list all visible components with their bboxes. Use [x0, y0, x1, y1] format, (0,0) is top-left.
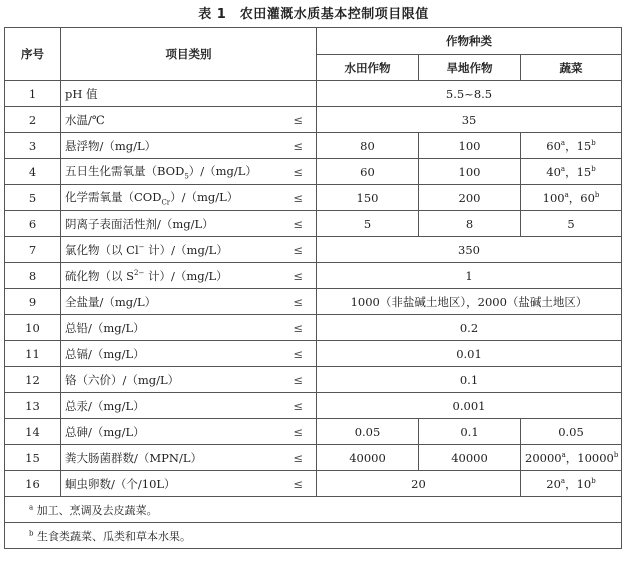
row-item: 化学需氧量$(COD_{Cr})/(mg/L)$	[61, 185, 281, 211]
row-value: 35	[317, 107, 622, 133]
row-number: 12	[5, 367, 61, 393]
row-number: 14	[5, 419, 61, 445]
row-value: 1	[317, 263, 622, 289]
le-sign: ≤	[281, 445, 317, 471]
row-item: 蛔虫卵数/（个/10L）	[61, 471, 281, 497]
paddy-dry-value: 20	[317, 471, 521, 497]
table-row	[5, 471, 622, 497]
table-row	[5, 263, 622, 289]
row-number: 2	[5, 107, 61, 133]
row-number: 3	[5, 133, 61, 159]
le-sign: ≤	[281, 107, 317, 133]
table-row	[5, 341, 622, 367]
table-row	[5, 315, 622, 341]
row-number: 8	[5, 263, 61, 289]
row-number: 16	[5, 471, 61, 497]
paddy-value: 80	[317, 133, 419, 159]
le-sign: ≤	[281, 341, 317, 367]
dry-value: 8	[419, 211, 521, 237]
paddy-value: 0.05	[317, 419, 419, 445]
table-row	[5, 237, 622, 263]
le-sign: ≤	[281, 471, 317, 497]
veg-value: 40$^a$，15$^b$	[521, 159, 622, 185]
row-number: 1	[5, 81, 61, 107]
row-number: 15	[5, 445, 61, 471]
row-item: 阴离子表面活性剂/（mg/L）	[61, 211, 281, 237]
row-item: 氯化物（以 Cl− 计）/（mg/L）	[61, 237, 281, 263]
row-value: 5.5~8.5	[317, 81, 622, 107]
table-row	[5, 133, 622, 159]
veg-value: 60$^a$，15$^b$	[521, 133, 622, 159]
header-paddy: 水田作物	[317, 55, 419, 81]
table-row	[5, 289, 622, 315]
row-item: 总砷/（mg/L）	[61, 419, 281, 445]
table-row	[5, 107, 622, 133]
row-number: 7	[5, 237, 61, 263]
veg-value: 100$^a$，60$^b$	[521, 185, 622, 211]
header-crop-type: 作物种类	[317, 28, 622, 55]
table-row	[5, 211, 622, 237]
row-item: 全盐量/（mg/L）	[61, 289, 281, 315]
row-item: pH 值	[61, 81, 317, 107]
dry-value: 100	[419, 159, 521, 185]
row-item: 总镉/（mg/L）	[61, 341, 281, 367]
paddy-value: 150	[317, 185, 419, 211]
table-row	[5, 81, 622, 107]
row-item: 硫化物（以 $S^{2-}$ 计）/（mg/L）	[61, 263, 281, 289]
row-number: 5	[5, 185, 61, 211]
dry-value: 0.1	[419, 419, 521, 445]
veg-value: 20000$^a$，10000$^b$	[521, 445, 622, 471]
row-number: 9	[5, 289, 61, 315]
row-item: 总汞/（mg/L）	[61, 393, 281, 419]
le-sign: ≤	[281, 419, 317, 445]
row-value: 0.2	[317, 315, 622, 341]
footnote-row	[5, 523, 622, 549]
paddy-value: 5	[317, 211, 419, 237]
header-seq: 序号	[5, 28, 61, 81]
footnote-b: $^b$ 生食类蔬菜、瓜类和草本水果。	[5, 523, 622, 549]
paddy-value: 40000	[317, 445, 419, 471]
le-sign: ≤	[281, 315, 317, 341]
le-sign: ≤	[281, 133, 317, 159]
table-caption: 表 1 农田灌溉水质基本控制项目限值	[198, 7, 429, 22]
le-sign: ≤	[281, 211, 317, 237]
row-item: 悬浮物/（mg/L）	[61, 133, 281, 159]
table-row	[5, 419, 622, 445]
row-item: 粪大肠菌群数/（MPN/L）	[61, 445, 281, 471]
row-item: 总铅/（mg/L）	[61, 315, 281, 341]
row-value: 0.01	[317, 341, 622, 367]
le-sign: ≤	[281, 263, 317, 289]
le-sign: ≤	[281, 393, 317, 419]
dry-value: 100	[419, 133, 521, 159]
le-sign: ≤	[281, 237, 317, 263]
water-quality-table	[4, 27, 622, 549]
footnote-row	[5, 497, 622, 523]
header-veg: 蔬菜	[521, 55, 622, 81]
row-item: 铬（六价）/（mg/L）	[61, 367, 281, 393]
row-number: 10	[5, 315, 61, 341]
row-value: 350	[317, 237, 622, 263]
table-row	[5, 159, 622, 185]
table-row	[5, 367, 622, 393]
row-number: 6	[5, 211, 61, 237]
header-item: 项目类别	[61, 28, 317, 81]
row-number: 11	[5, 341, 61, 367]
row-value: 1000（非盐碱土地区），2000（盐碱土地区）	[317, 289, 622, 315]
dry-value: 200	[419, 185, 521, 211]
paddy-value: 60	[317, 159, 419, 185]
table-row	[5, 445, 622, 471]
veg-value: 5	[521, 211, 622, 237]
row-value: 0.1	[317, 367, 622, 393]
veg-value: 20$^a$，10$^b$	[521, 471, 622, 497]
row-number: 4	[5, 159, 61, 185]
le-sign: ≤	[281, 367, 317, 393]
table-row	[5, 393, 622, 419]
footnote-a: $^a$ 加工、烹调及去皮蔬菜。	[5, 497, 622, 523]
row-number: 13	[5, 393, 61, 419]
le-sign: ≤	[281, 159, 317, 185]
row-value: 0.001	[317, 393, 622, 419]
le-sign: ≤	[281, 289, 317, 315]
dry-value: 40000	[419, 445, 521, 471]
row-item: 五日生化需氧量$(BOD_5)/(mg/L)$	[61, 159, 281, 185]
le-sign: ≤	[281, 185, 317, 211]
table-row	[5, 185, 622, 211]
row-item: 水温/℃	[61, 107, 281, 133]
veg-value: 0.05	[521, 419, 622, 445]
header-dry: 旱地作物	[419, 55, 521, 81]
